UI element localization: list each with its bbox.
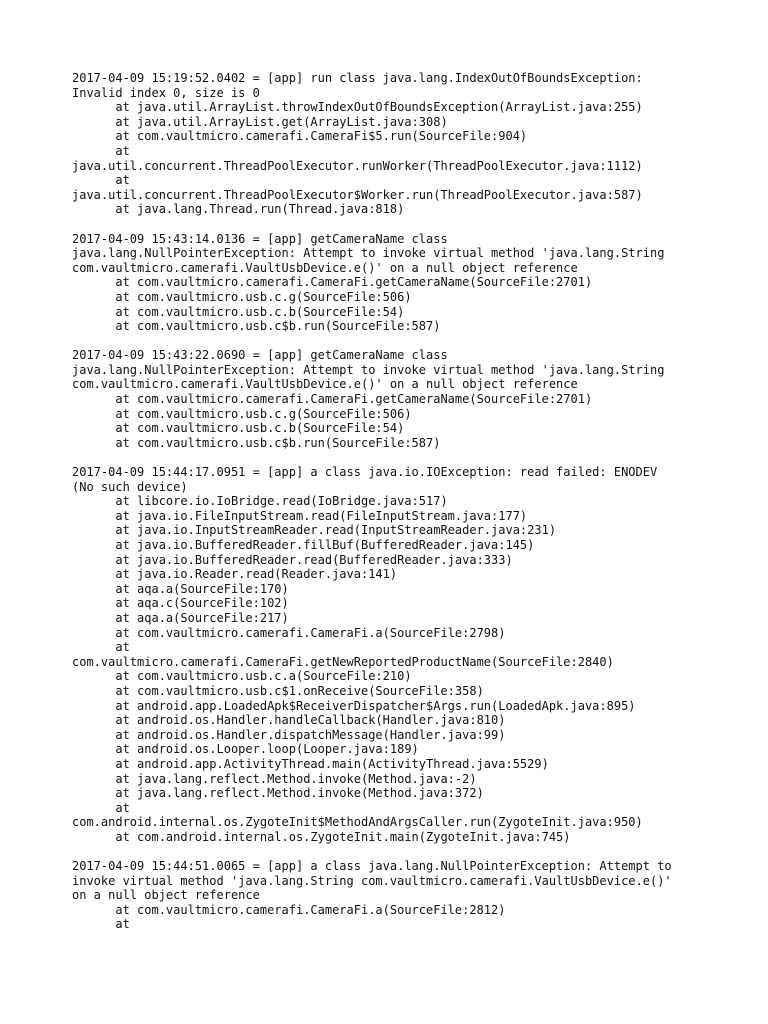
log-line: 2017-04-09 15:43:22.0690 = [app] getCameraName class [72,348,448,363]
stack-frame-line: com.vaultmicro.camerafi.CameraFi.getNewReportedProductName(SourceFile:2840) [72,654,614,669]
stack-frame-line: at java.lang.Thread.run(Thread.java:818) [72,202,405,217]
log-entry-4 [72,465,732,844]
log-document [72,71,732,947]
stack-frame-line: at java.lang.reflect.Method.invoke(Method.java:-2) [72,771,477,786]
stack-frame-line: at com.android.internal.os.ZygoteInit.main(ZygoteInit.java:745) [72,829,571,844]
log-entry-3 [72,348,732,450]
log-line: 2017-04-09 15:44:17.0951 = [app] a class java.io.IOException: read failed: ENODEV [72,465,658,480]
log-line: invoke virtual method 'java.lang.String com.vaultmicro.camerafi.VaultUsbDevice.e()' [72,873,672,888]
stack-frame-line: at com.vaultmicro.usb.c.b(SourceFile:54) [72,421,405,436]
log-entry-2 [72,232,732,334]
log-line: java.lang.NullPointerException: Attempt to invoke virtual method 'java.lang.String [72,362,665,377]
stack-frame-line: at java.util.ArrayList.throwIndexOutOfBoundsException(ArrayList.java:255) [72,100,643,115]
stack-frame-line: at com.vaultmicro.camerafi.CameraFi.getCameraName(SourceFile:2701) [72,275,593,290]
stack-frame-line: at android.os.Looper.loop(Looper.java:189) [72,742,419,757]
stack-frame-line: at com.vaultmicro.camerafi.CameraFi.a(SourceFile:2798) [72,625,506,640]
log-line: 2017-04-09 15:43:14.0136 = [app] getCameraName class [72,231,448,246]
stack-frame-line: at aqa.a(SourceFile:170) [72,581,289,596]
stack-frame-line: java.util.concurrent.ThreadPoolExecutor$Worker.run(ThreadPoolExecutor.java:587) [72,187,643,202]
stack-frame-line: at java.io.InputStreamReader.read(InputStreamReader.java:231) [72,523,557,538]
stack-frame-line: at java.io.BufferedReader.read(BufferedReader.java:333) [72,552,513,567]
stack-frame-line: at com.vaultmicro.usb.c.g(SourceFile:506) [72,289,412,304]
stack-frame-line: java.util.concurrent.ThreadPoolExecutor.runWorker(ThreadPoolExecutor.java:1112) [72,158,643,173]
log-line: Invalid index 0, size is 0 [72,85,260,100]
stack-frame-line: at android.app.ActivityThread.main(ActivityThread.java:5529) [72,756,549,771]
stack-frame-line: at [72,917,130,932]
log-line: on a null object reference [72,888,260,903]
log-line: 2017-04-09 15:19:52.0402 = [app] run class java.lang.IndexOutOfBoundsException: [72,71,643,85]
stack-frame-line: at java.io.FileInputStream.read(FileInputStream.java:177) [72,508,528,523]
stack-frame-line: at [72,640,130,655]
stack-frame-line: at com.vaultmicro.usb.c$b.run(SourceFile:587) [72,319,441,334]
stack-frame-line: at java.io.BufferedReader.fillBuf(BufferedReader.java:145) [72,538,535,552]
log-line: (No such device) [72,479,188,494]
stack-frame-line: at com.vaultmicro.camerafi.CameraFi$5.run(SourceFile:904) [72,129,528,144]
stack-frame-line: at java.lang.reflect.Method.invoke(Method.java:372) [72,786,484,801]
stack-frame-line: at com.vaultmicro.usb.c$1.onReceive(SourceFile:358) [72,683,484,698]
stack-frame-line: com.android.internal.os.ZygoteInit$MethodAndArgsCaller.run(ZygoteInit.java:950) [72,815,643,830]
stack-frame-line: at com.vaultmicro.camerafi.CameraFi.a(SourceFile:2812) [72,902,506,917]
log-line: java.lang.NullPointerException: Attempt to invoke virtual method 'java.lang.String [72,246,665,261]
stack-frame-line: at [72,800,130,815]
stack-frame-line: at libcore.io.IoBridge.read(IoBridge.java:517) [72,494,448,509]
stack-frame-line: at [72,173,130,188]
log-line: 2017-04-09 15:44:51.0065 = [app] a class java.lang.NullPointerException: Attempt to [72,859,672,874]
stack-frame-line: at android.os.Handler.dispatchMessage(Handler.java:99) [72,727,506,742]
stack-frame-line: at com.vaultmicro.usb.c.g(SourceFile:506) [72,406,412,421]
stack-frame-line: at com.vaultmicro.camerafi.CameraFi.getCameraName(SourceFile:2701) [72,392,593,407]
stack-frame-line: at com.vaultmicro.usb.c.a(SourceFile:210) [72,669,412,684]
log-entry-5 [72,859,732,932]
stack-frame-line: at [72,143,130,158]
log-line: com.vaultmicro.camerafi.VaultUsbDevice.e()' on a null object reference [72,260,578,275]
log-entry-1 [72,71,732,217]
stack-frame-line: at java.util.ArrayList.get(ArrayList.java:308) [72,114,448,129]
stack-frame-line: at com.vaultmicro.usb.c$b.run(SourceFile:587) [72,435,441,450]
stack-frame-line: at android.os.Handler.handleCallback(Handler.java:810) [72,713,506,728]
stack-frame-line: at aqa.a(SourceFile:217) [72,610,289,625]
stack-frame-line: at com.vaultmicro.usb.c.b(SourceFile:54) [72,304,405,319]
stack-frame-line: at android.app.LoadedApk$ReceiverDispatcher$Args.run(LoadedApk.java:895) [72,698,636,713]
stack-frame-line: at aqa.c(SourceFile:102) [72,596,289,611]
log-line: com.vaultmicro.camerafi.VaultUsbDevice.e()' on a null object reference [72,377,578,392]
stack-frame-line: at java.io.Reader.read(Reader.java:141) [72,567,398,582]
